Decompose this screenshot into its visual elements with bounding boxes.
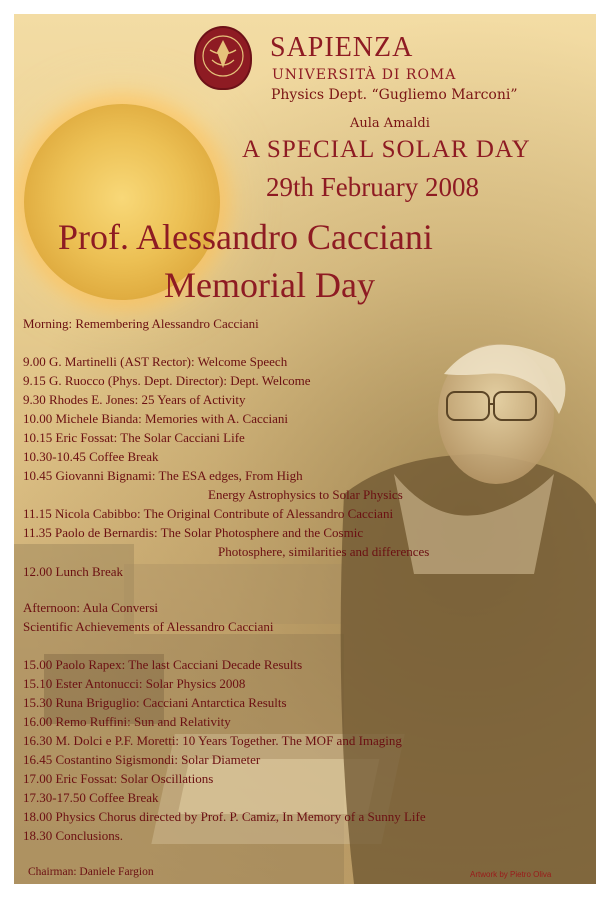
program-item: Afternoon: Aula Conversi <box>23 600 159 615</box>
memorial-title-line2: Memorial Day <box>164 265 375 305</box>
program-item: 10.45 Giovanni Bignami: The ESA edges, From High <box>23 468 303 483</box>
program-item: Photosphere, similarities and differences <box>218 544 430 559</box>
program-item: 17.00 Eric Fossat: Solar Oscillations <box>23 771 214 786</box>
program-item: 10.30-10.45 Coffee Break <box>23 449 159 464</box>
program-item: 9.00 G. Martinelli (AST Rector): Welcome Speech <box>23 354 288 369</box>
program-item: 16.00 Remo Ruffini: Sun and Relativity <box>23 714 231 729</box>
chairman: Chairman: Daniele Fargion <box>28 866 154 878</box>
program-item: 11.35 Paolo de Bernardis: The Solar Photosphere and the Cosmic <box>23 525 364 540</box>
program-item: 10.00 Michele Bianda: Memories with A. Cacciani <box>23 411 288 426</box>
program-item: 12.00 Lunch Break <box>23 564 124 579</box>
event-date: 29th February 2008 <box>266 172 479 202</box>
program-item: 15.30 Runa Briguglio: Cacciani Antarctica Results <box>23 695 287 710</box>
university-subtitle: UNIVERSITÀ DI ROMA <box>272 67 457 83</box>
venue: Aula Amaldi <box>350 116 430 131</box>
program <box>14 14 596 884</box>
poster <box>14 14 596 884</box>
program-item: 10.15 Eric Fossat: The Solar Cacciani Life <box>23 430 245 445</box>
program-item: 16.30 M. Dolci e P.F. Moretti: 10 Years Together. The MOF and Imaging <box>23 733 402 748</box>
program-item: 9.15 G. Ruocco (Phys. Dept. Director): Dept. Welcome <box>23 373 311 388</box>
memorial-title-line1: Prof. Alessandro Cacciani <box>58 217 433 257</box>
program-item: 11.15 Nicola Cabibbo: The Original Contribute of Alessandro Cacciani <box>23 506 394 521</box>
department: Physics Dept. “Gugliemo Marconi” <box>271 87 518 103</box>
program-item: 15.00 Paolo Rapex: The last Cacciani Decade Results <box>23 657 303 672</box>
program-item: 9.30 Rhodes E. Jones: 25 Years of Activity <box>23 392 246 407</box>
program-item: 18.00 Physics Chorus directed by Prof. P. Camiz, In Memory of a Sunny Life <box>23 809 426 824</box>
program-item: 18.30 Conclusions. <box>23 828 124 843</box>
event-title: A SPECIAL SOLAR DAY <box>242 136 531 163</box>
program-item: 15.10 Ester Antonucci: Solar Physics 2008 <box>23 676 246 691</box>
artwork-credit: Artwork by Pietro Oliva <box>470 870 552 879</box>
program-item: 16.45 Costantino Sigismondi: Solar Diameter <box>23 752 261 767</box>
university-name: SAPIENZA <box>270 32 414 63</box>
program-item: Energy Astrophysics to Solar Physics <box>208 487 403 502</box>
program-item: 17.30-17.50 Coffee Break <box>23 790 159 805</box>
program-item: Scientific Achievements of Alessandro Cacciani <box>23 619 274 634</box>
program-item: Morning: Remembering Alessandro Cacciani <box>23 316 259 331</box>
